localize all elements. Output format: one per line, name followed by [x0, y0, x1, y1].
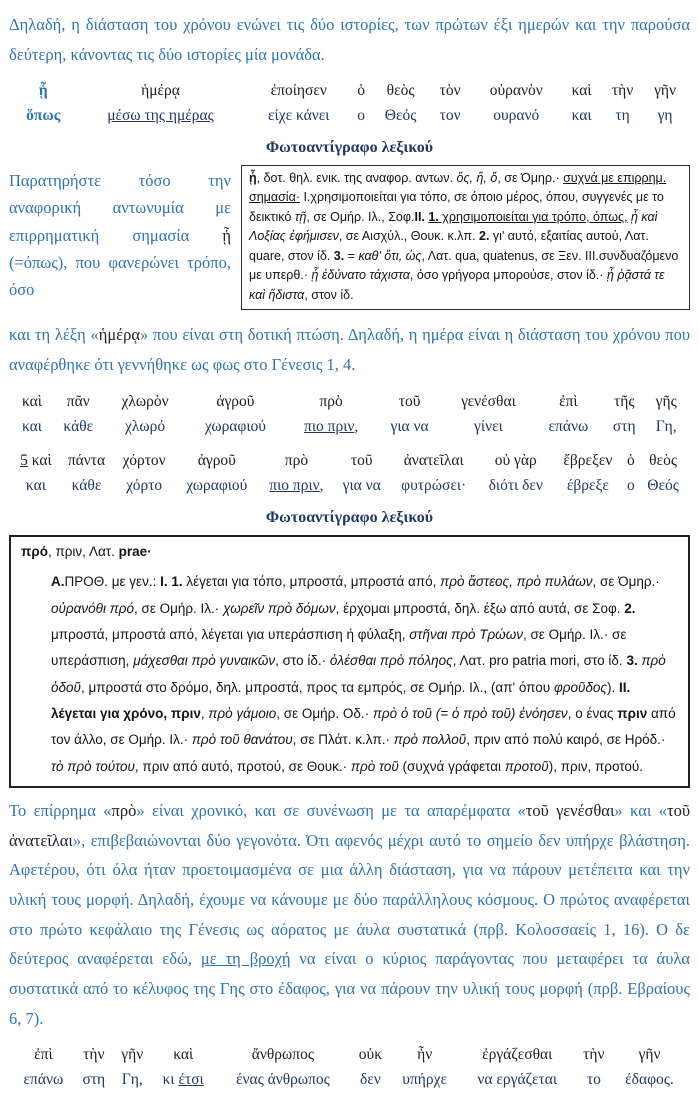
interlinear-cell: τοῦ	[398, 392, 421, 410]
interlinear-table-4	[12, 1043, 686, 1093]
interlinear-cell: Θεός	[384, 107, 417, 125]
interlinear-cell: είχε κάνει	[268, 107, 330, 125]
interlinear-cell: οὐκ	[358, 1046, 383, 1064]
interlinear-cell: επάνω	[548, 417, 589, 435]
interlinear-cell: γῆς	[655, 392, 677, 410]
interlinear-cell: το	[586, 1071, 601, 1089]
interlinear-cell: τὴν	[83, 1046, 105, 1064]
interlinear-cell: να εργάζεται	[477, 1071, 558, 1089]
lexicon-box-2	[9, 535, 690, 788]
interlinear-cell: πάντα	[67, 452, 106, 470]
interlinear-cell: και	[25, 477, 46, 495]
interlinear-cell: ἡμέρᾳ	[141, 82, 180, 100]
interlinear-cell: γη	[657, 107, 673, 125]
interlinear-cell: ἐποίησεν	[270, 82, 327, 100]
interlinear-cell: τῆς	[613, 392, 635, 410]
interlinear-cell: έβρεξε	[566, 477, 609, 495]
interlinear-table-1	[12, 79, 686, 129]
interlinear-cell: ἀνατεῖλαι	[403, 452, 464, 470]
interlinear-row-ancient	[12, 79, 686, 104]
interlinear-row-modern	[12, 415, 686, 440]
interlinear-cell: ἦν	[417, 1046, 433, 1064]
interlinear-cell: έδαφος.	[625, 1071, 674, 1089]
interlinear-cell: οὐρανὸν	[489, 82, 543, 100]
interlinear-cell: θεὸς	[386, 82, 415, 100]
interlinear-cell: οὐ γὰρ	[494, 452, 537, 470]
interlinear-row-ancient	[12, 390, 686, 415]
interlinear-cell: γῆν	[121, 1046, 144, 1064]
lexicon-box-1	[241, 165, 690, 311]
interlinear-cell: πρὸ	[284, 452, 309, 470]
interlinear-cell: ἀγροῦ	[216, 392, 255, 410]
interlinear-cell: χωραφιού	[186, 477, 248, 495]
interlinear-cell: χόρτο	[126, 477, 163, 495]
interlinear-cell: μέσω της ημέρας	[107, 107, 214, 125]
interlinear-cell: δεν	[360, 1071, 381, 1089]
interlinear-cell: πᾶν	[66, 392, 90, 410]
interlinear-cell: χωραφιού	[204, 417, 266, 435]
interlinear-cell: για να	[390, 417, 429, 435]
interlinear-cell: υπήρχε	[402, 1071, 448, 1089]
interlinear-cell: ὁ	[357, 82, 365, 100]
paragraph-intro: Δηλαδή, η διάσταση του χρόνου ενώνει τις δύο ιστορίες, των πρώτων έξι ημερών και την παρούσα δεύτερη, κάνοντας τις δύο ιστορίες μία μονάδα.	[9, 15, 690, 64]
interlinear-cell: τὸν	[439, 82, 461, 100]
interlinear-cell: Γη,	[655, 417, 677, 435]
interlinear-cell: πιο πριν,	[304, 417, 359, 435]
interlinear-cell: γενέσθαι	[461, 392, 516, 410]
interlinear-cell: ἐπὶ	[34, 1046, 53, 1064]
interlinear-cell: τον	[439, 107, 461, 125]
interlinear-cell: ουρανό	[493, 107, 540, 125]
lexicon-paragraph: Α.ΠΡΟΘ. με γεν.: Ι. 1. λέγεται για τόπο, μπροστά, μπροστά από, πρὸ ἄστεος, πρὸ πυλάων, σε Όμηρ.· οὐρανόθι πρό, σε Ομήρ. Ιλ.· χωρεῖν πρὸ δόμων, έρχομαι μπροστά, δηλ. έξω από αυτά, σε Σοφ. 2. μπροστά, μπροστά από, λέγεται για υπεράσπιση ή φύλαξη, στῆναι πρὸ Τρώων, σε Ομήρ. Ιλ.· σε υπεράσπιση, μάχεσθαι πρὸ γυναικῶν, στο ίδ.· ὀλέσθαι πρὸ πόληος, Λατ. pro patria mori, στο ίδ. 3. πρὸ ὁδοῦ, μπροστά στο δρόμο, δηλ. μπροστά, προς τα εμπρός, σε Ομήρ. Ιλ., (απ' όπου φροῦδος). ΙΙ. λέγεται για χρόνο, πριν, πρὸ γάμοιο, σε Ομήρ. Οδ.· πρὸ ὁ τοῦ (= ὁ πρὸ τοῦ) ἐνόησεν, ο ένας πριν από τον άλλο, σε Ομήρ. Ιλ.· πρὸ τοῦ θανάτου, σε Πλάτ. κ.λπ.· πρὸ πολλοῦ, πριν από πολύ καιρό, σε Ηρόδ.· τὸ πρὸ τούτου, πριν από αυτό, προτού, σε Θουκ.· πρὸ τοῦ (συχνά γράφεται προτοῦ), πριν, προτού.	[51, 574, 676, 774]
interlinear-table-3	[12, 449, 686, 499]
interlinear-cell: γίνει	[474, 417, 503, 435]
side-note: Παρατηρήστε τόσο την αναφορική αντωνυμία με επιρρηματική σημασία ᾗ (=όπως), που φανερώνει τρόπο, όσο	[9, 170, 231, 300]
interlinear-cell: γῆν	[638, 1046, 661, 1064]
interlinear-cell: στη	[82, 1071, 106, 1089]
interlinear-cell: 5 καὶ	[20, 452, 52, 470]
interlinear-cell: και	[21, 417, 42, 435]
lexicon-heading-2: Φωτοαντίγραφο λεξικού	[265, 509, 434, 527]
interlinear-cell: θεὸς	[649, 452, 677, 470]
interlinear-cell: γῆν	[654, 82, 677, 100]
interlinear-cell: κάθε	[71, 477, 102, 495]
interlinear-cell: κι έτσι	[162, 1071, 204, 1089]
interlinear-cell: ἄνθρωπος	[251, 1046, 314, 1064]
interlinear-cell: ο	[357, 107, 365, 125]
paragraph-hemera: και τη λέξη «ἡμέρᾳ» που είναι στη δοτική πτώση. Δηλαδή, η ημέρα είναι η διάσταση του χρόνου που αναφέρθηκε ότι γεννήθηκε ως φως στο Γένεσις 1, 4.	[9, 325, 690, 375]
interlinear-cell: για να	[342, 477, 381, 495]
interlinear-cell: χλωρό	[124, 417, 166, 435]
interlinear-cell: ἔβρεξεν	[563, 452, 613, 470]
interlinear-cell: ἐπὶ	[559, 392, 578, 410]
interlinear-cell: χόρτον	[122, 452, 166, 470]
interlinear-cell: ὅπως	[26, 107, 61, 125]
interlinear-row-modern	[12, 104, 686, 129]
paragraph-analysis: Το επίρρημα «πρὸ» είναι χρονικό, και σε συνένωση με τα απαρέμφατα «τοῦ γενέσθαι» και «τοῦ ἀνατεῖλαι», επιβεβαιώνονται δύο γεγονότα. Ότι αφενός μέχρι αυτό το σημείο δεν υπήρχε βλάστηση. Αφετέρου, ότι όλα ήταν προετοιμασμένα σε μια άλλη διάσταση, για να πάρουν μετέπειτα και την υλική τους μορφή. Δηλαδή, έχουμε να κάνουμε με δύο παράλληλους κόσμους. Ο πρώτος αναφέρεται στο πρώτο κεφάλαιο της Γένεσις ως αόρατος με άυλα συστατικά (πρβ. Κολοσσαείς 1, 16). Ο δε δεύτερος αναφέρεται εδώ, με τη βροχή να είναι ο κύριος παράγοντας που μεταφέρει τα άυλα συστατικά από το κέλυφος της Γης στο έδαφος, για να πάρουν την υλική τους μορφή (πρβ. Εβραίους 6, 7).	[9, 800, 691, 1028]
interlinear-cell: χλωρὸν	[121, 392, 169, 410]
lexicon-heading-1: Φωτοαντίγραφο λεξικού	[265, 138, 434, 156]
interlinear-table-2	[12, 390, 686, 440]
interlinear-cell: ἐργάζεσθαι	[482, 1046, 553, 1064]
interlinear-cell: ένας άνθρωπος	[235, 1071, 330, 1089]
interlinear-cell: καὶ	[21, 392, 42, 410]
interlinear-cell: καὶ	[571, 82, 592, 100]
lexicon-paragraph: πρό, πριν, Λατ. prae·	[21, 544, 152, 560]
interlinear-cell: και	[571, 107, 592, 125]
interlinear-row-modern	[12, 474, 686, 499]
interlinear-cell: ὁ	[627, 452, 635, 470]
interlinear-row-modern	[12, 1068, 686, 1093]
interlinear-cell: διότι δεν	[488, 477, 543, 495]
interlinear-cell: Γη,	[121, 1071, 143, 1089]
interlinear-cell: τὴν	[583, 1046, 605, 1064]
interlinear-cell: πρὸ	[319, 392, 343, 410]
interlinear-cell: τη	[615, 107, 630, 125]
interlinear-cell: τὴν	[611, 82, 634, 100]
interlinear-cell: Θεός	[647, 477, 679, 495]
interlinear-row-ancient	[12, 449, 686, 474]
interlinear-cell: κάθε	[63, 417, 94, 435]
interlinear-cell: καὶ	[173, 1046, 194, 1064]
interlinear-row-ancient	[12, 1043, 686, 1068]
interlinear-cell: τοῦ	[350, 452, 373, 470]
interlinear-cell: φυτρώσει·	[401, 477, 467, 495]
lexicon-paragraph: ᾗ, δοτ. θηλ. ενικ. της αναφορ. αντων. ὅς, ἥ, ὅ, σε Όμηρ.· συχνά με επιρρημ. σημασία· I.χρησιμοποιείται για τόπο, σε όποιο μέρος, όπου, συγγενές με το δεικτικό τῇ, σε Ομήρ. Ιλ., Σοφ.II. 1. χρησιμοποιείται για τρόπο, όπως, ᾗ καὶ Λοξίας ἐφήμισεν, σε Αισχύλ., Θουκ. κ.λπ. 2. γι' αυτό, εξαιτίας αυτού, Λατ. quare, στον ίδ. 3. = καθ' ὅτι, ὡς, Λατ. qua, quatenus, σε Ξεν. III.συνδυαζόμενο με υπερθ.· ᾗ ἐδύνατο τάχιστα, όσο γρήγορα μπορούσε, στον ίδ.· ᾗ ῥᾷστά τε καὶ ἥδιστα, στον ίδ.	[249, 170, 679, 302]
interlinear-cell: ο	[627, 477, 635, 495]
interlinear-cell: ἀγροῦ	[197, 452, 236, 470]
note-and-lexicon-row	[9, 165, 690, 311]
interlinear-cell: ᾗ	[38, 82, 48, 100]
interlinear-cell: στη	[612, 417, 636, 435]
interlinear-cell: πιο πριν,	[269, 477, 324, 495]
interlinear-cell: επάνω	[23, 1071, 64, 1089]
